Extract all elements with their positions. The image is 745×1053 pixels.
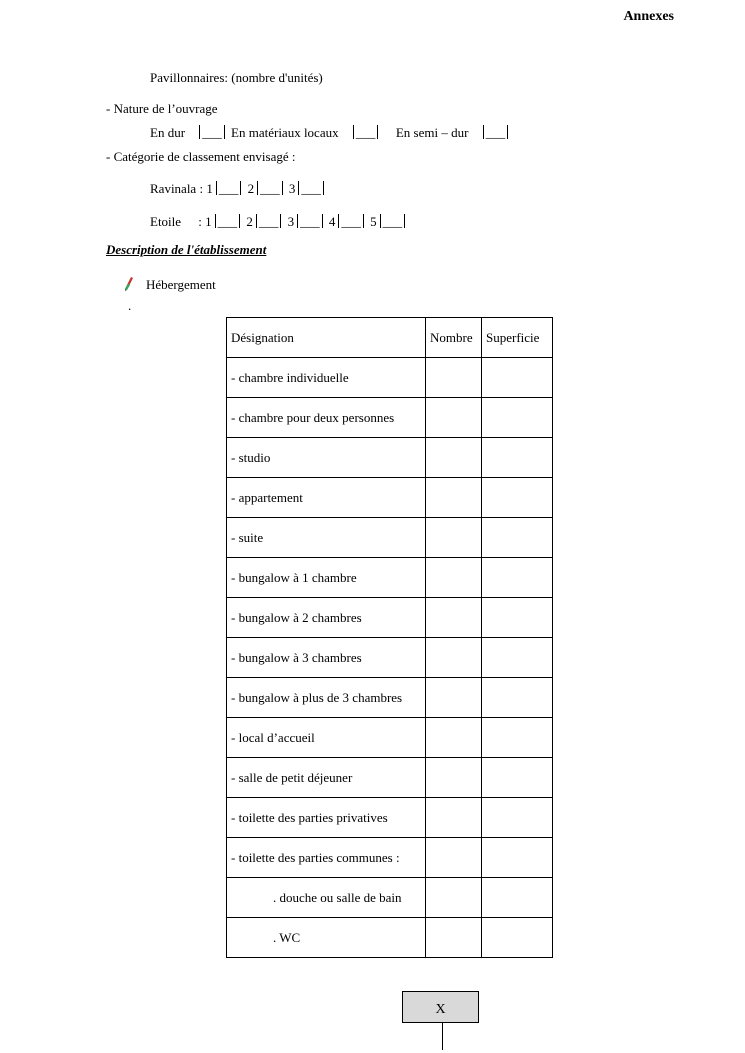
nombre-cell[interactable] bbox=[426, 438, 482, 478]
row-designation: - chambre pour deux personnes bbox=[227, 398, 426, 438]
etoile-number: 5 bbox=[370, 214, 377, 229]
superficie-cell[interactable] bbox=[482, 758, 553, 798]
nature-options bbox=[150, 125, 511, 141]
nombre-cell[interactable] bbox=[426, 878, 482, 918]
row-designation: . douche ou salle de bain bbox=[227, 878, 426, 918]
table-row bbox=[227, 798, 553, 838]
etoile-number: 3 bbox=[287, 214, 295, 229]
superficie-cell[interactable] bbox=[482, 518, 553, 558]
etoile-number: 4 bbox=[328, 214, 336, 229]
blank-field[interactable] bbox=[353, 125, 379, 139]
option-semi-dur: En semi – dur bbox=[395, 125, 469, 140]
superficie-cell[interactable] bbox=[482, 438, 553, 478]
row-designation: - toilette des parties privatives bbox=[227, 798, 426, 838]
nombre-cell[interactable] bbox=[426, 918, 482, 958]
header-annexes: Annexes bbox=[623, 9, 674, 24]
row-designation: - suite bbox=[227, 518, 426, 558]
nombre-cell[interactable] bbox=[426, 598, 482, 638]
superficie-cell[interactable] bbox=[482, 598, 553, 638]
etoile-number: 1 bbox=[205, 214, 212, 229]
superficie-cell[interactable] bbox=[482, 718, 553, 758]
blank-field[interactable] bbox=[380, 214, 406, 228]
blank-field[interactable] bbox=[338, 214, 364, 228]
section-title: Description de l'établissement bbox=[106, 242, 267, 257]
table-row bbox=[227, 878, 553, 918]
table-row bbox=[227, 398, 553, 438]
header-designation: Désignation bbox=[227, 318, 426, 358]
nombre-cell[interactable] bbox=[426, 838, 482, 878]
row-designation: - appartement bbox=[227, 478, 426, 518]
dot-mark: . bbox=[128, 298, 132, 313]
nombre-cell[interactable] bbox=[426, 398, 482, 438]
nombre-cell[interactable] bbox=[426, 558, 482, 598]
table-row bbox=[227, 918, 553, 958]
nombre-cell[interactable] bbox=[426, 358, 482, 398]
blank-field[interactable] bbox=[297, 214, 323, 228]
row-designation: - toilette des parties communes : bbox=[227, 838, 426, 878]
hebergement-table bbox=[226, 317, 553, 958]
table-row bbox=[227, 598, 553, 638]
table-row bbox=[227, 558, 553, 598]
table-row bbox=[227, 718, 553, 758]
superficie-cell[interactable] bbox=[482, 798, 553, 838]
table-row bbox=[227, 478, 553, 518]
superficie-cell[interactable] bbox=[482, 558, 553, 598]
etoile-number: 2 bbox=[246, 214, 253, 229]
nombre-cell[interactable] bbox=[426, 758, 482, 798]
ravinala-label: Ravinala : bbox=[150, 181, 204, 196]
header-nombre: Nombre bbox=[426, 318, 482, 358]
blank-field[interactable] bbox=[215, 214, 241, 228]
table-row bbox=[227, 678, 553, 718]
superficie-cell[interactable] bbox=[482, 398, 553, 438]
superficie-cell[interactable] bbox=[482, 878, 553, 918]
pavillonnaires-line: Pavillonnaires: (nombre d'unités) bbox=[150, 70, 323, 85]
superficie-cell[interactable] bbox=[482, 358, 553, 398]
blank-field[interactable] bbox=[257, 181, 283, 195]
nombre-cell[interactable] bbox=[426, 798, 482, 838]
row-designation: - bungalow à 3 chambres bbox=[227, 638, 426, 678]
superficie-cell[interactable] bbox=[482, 478, 553, 518]
table-row bbox=[227, 438, 553, 478]
option-materiaux-locaux: En matériaux locaux bbox=[231, 125, 339, 140]
blank-field[interactable] bbox=[298, 181, 324, 195]
categorie-label: - Catégorie de classement envisagé : bbox=[106, 149, 296, 164]
row-designation: . WC bbox=[227, 918, 426, 958]
row-designation: - bungalow à 1 chambre bbox=[227, 558, 426, 598]
row-designation: - studio bbox=[227, 438, 426, 478]
row-designation: - bungalow à 2 chambres bbox=[227, 598, 426, 638]
nombre-cell[interactable] bbox=[426, 638, 482, 678]
ravinala-number: 3 bbox=[288, 181, 296, 196]
nombre-cell[interactable] bbox=[426, 718, 482, 758]
etoile-line bbox=[150, 214, 408, 230]
nombre-cell[interactable] bbox=[426, 518, 482, 558]
blank-field[interactable] bbox=[256, 214, 282, 228]
row-designation: - local d’accueil bbox=[227, 718, 426, 758]
nombre-cell[interactable] bbox=[426, 678, 482, 718]
hebergement-label: Hébergement bbox=[146, 277, 216, 292]
table-row bbox=[227, 518, 553, 558]
table-row bbox=[227, 838, 553, 878]
nombre-cell[interactable] bbox=[426, 478, 482, 518]
ravinala-number: 1 bbox=[206, 181, 213, 196]
ravinala-number: 2 bbox=[247, 181, 255, 196]
blank-field[interactable] bbox=[216, 181, 242, 195]
page-box-stem bbox=[442, 1022, 443, 1050]
row-designation: - salle de petit déjeuner bbox=[227, 758, 426, 798]
etoile-label: Etoile bbox=[150, 214, 182, 229]
table-header-row bbox=[227, 318, 553, 358]
superficie-cell[interactable] bbox=[482, 678, 553, 718]
row-designation: - bungalow à plus de 3 chambres bbox=[227, 678, 426, 718]
blank-field[interactable] bbox=[199, 125, 225, 139]
ravinala-line bbox=[150, 181, 327, 197]
nature-label: - Nature de l’ouvrage bbox=[106, 101, 218, 116]
blank-field[interactable] bbox=[483, 125, 509, 139]
superficie-cell[interactable] bbox=[482, 838, 553, 878]
etoile-colon: : bbox=[198, 214, 202, 229]
page-number-box: X bbox=[402, 991, 479, 1023]
pencil-bullet-icon bbox=[124, 277, 134, 291]
table-row bbox=[227, 358, 553, 398]
option-en-dur: En dur bbox=[150, 125, 186, 140]
row-designation: - chambre individuelle bbox=[227, 358, 426, 398]
header-superficie: Superficie bbox=[482, 318, 553, 358]
superficie-cell[interactable] bbox=[482, 918, 553, 958]
superficie-cell[interactable] bbox=[482, 638, 553, 678]
table-row bbox=[227, 638, 553, 678]
table-row bbox=[227, 758, 553, 798]
